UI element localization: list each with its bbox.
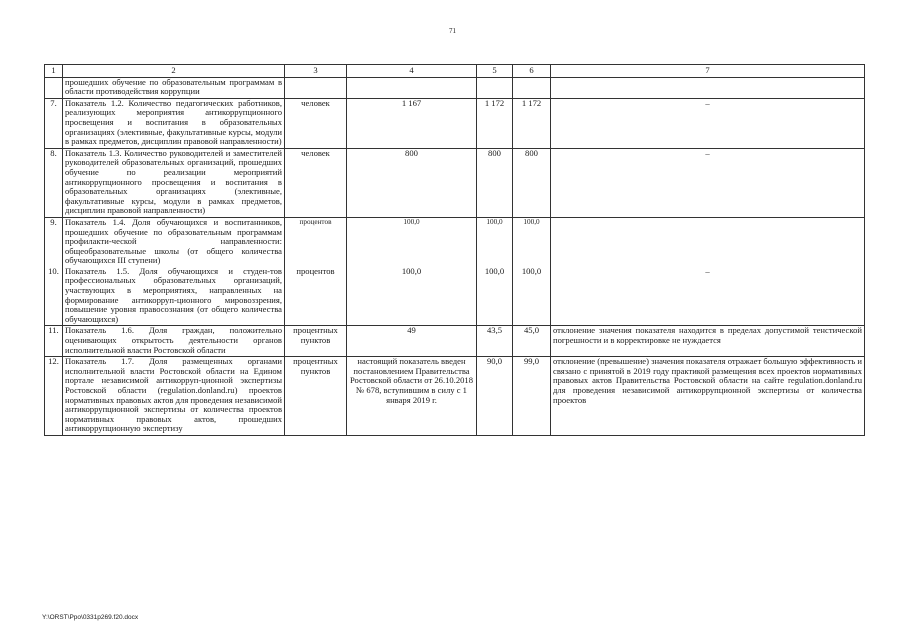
row-number: 7. — [45, 98, 63, 148]
plan-value: настоящий показатель введен постановлением Правительства Ростовской области от 26.10.2018 № 678, вступившим в силу с 1 января 2019 г. — [347, 357, 477, 436]
value-col5: 800 — [477, 148, 513, 217]
deviation-note: – — [551, 98, 865, 148]
indicator-name: прошедших обучение по образовательным программам в области противодействия коррупции — [63, 77, 285, 98]
value-col6: 99,0 — [513, 357, 551, 436]
value-col6: 100,0 — [513, 267, 551, 326]
deviation-note: – — [551, 148, 865, 217]
table-header-row — [45, 65, 865, 78]
unit-cell: процентов — [285, 267, 347, 326]
page-number: 71 — [449, 27, 456, 35]
table-row — [45, 98, 865, 148]
table-row — [45, 267, 865, 326]
deviation-note: отклонение (превышение) значения показателя отражает большую эффективность и связано с принятой в 2019 году практикой размещения всех проектов нормативных правовых актов Правительства Ростовской области на сайте regulation.donland.ru для проведения независимой антикоррупционной экспертизы от количества проектов — [551, 357, 865, 436]
header-cell: 3 — [285, 65, 347, 78]
plan-value: 800 — [347, 148, 477, 217]
plan-value: 1 167 — [347, 98, 477, 148]
row-number: 9. — [45, 217, 63, 266]
value-col5: 43,5 — [477, 326, 513, 357]
table-row — [45, 357, 865, 436]
indicator-name: Показатель 1.7. Доля размещенных органами исполнительной власти Ростовской области на Едином портале независимой антикорруп-ционной экспертизы Ростовской области (regulation.donland.ru) проектов нормативных правовых актов для проведения независимой антикоррупционной экспертизы от количества проектов нормативных правовых актов, прошедших антикоррупционную экспертизу — [63, 357, 285, 436]
header-cell: 2 — [63, 65, 285, 78]
indicator-name: Показатель 1.4. Доля обучающихся и воспитанников, прошедших обучение по образовательным программам профилакти-ческой направленности: общеобразовательные школы (от общего количества обучающихся III ступени) — [63, 217, 285, 266]
header-cell: 4 — [347, 65, 477, 78]
indicator-name: Показатель 1.5. Доля обучающихся и студен-тов профессиональных образовательных организаций, участвующих в мероприятиях, направленных на формирование антикорруп-ционного мировоззрения, повышение уровня правосознания (от общего количества обучающихся) — [63, 267, 285, 326]
value-col5: 1 172 — [477, 98, 513, 148]
value-col5: 100,0 — [477, 267, 513, 326]
footer-file-path: Y:\ORST\Ppo\0331p269.f20.docx — [42, 614, 139, 621]
value-col5: 100,0 — [477, 217, 513, 266]
header-cell: 5 — [477, 65, 513, 78]
table-row — [45, 148, 865, 217]
table-row — [45, 217, 865, 266]
row-number: 11. — [45, 326, 63, 357]
value-col6: 100,0 — [513, 217, 551, 266]
header-cell: 1 — [45, 65, 63, 78]
row-number: 10. — [45, 267, 63, 326]
table-row — [45, 326, 865, 357]
value-col6: 800 — [513, 148, 551, 217]
unit-cell: процентов — [285, 217, 347, 266]
unit-cell: процентных пунктов — [285, 357, 347, 436]
plan-value: 100,0 — [347, 267, 477, 326]
value-col6: 1 172 — [513, 98, 551, 148]
table-row-continuation — [45, 77, 865, 98]
indicator-table — [44, 64, 865, 436]
indicator-name: Показатель 1.6. Доля граждан, положительно оценивающих открытость деятельности органов исполнительной власти Ростовской области — [63, 326, 285, 357]
value-col6: 45,0 — [513, 326, 551, 357]
unit-cell: человек — [285, 148, 347, 217]
plan-value: 100,0 — [347, 217, 477, 266]
deviation-note: – — [551, 267, 865, 326]
indicator-name: Показатель 1.2. Количество педагогических работников, реализующих мероприятия антикоррупционного просвещения и воспитания в образовательных организациях (элективные, факультативные курсы, модули в рамках предметов, дисциплин правовой направленности) — [63, 98, 285, 148]
header-cell: 7 — [551, 65, 865, 78]
deviation-note — [551, 217, 865, 266]
indicator-name: Показатель 1.3. Количество руководителей и заместителей руководителей образовательных организаций, прошедших обучение по реализации мероприятий антикоррупционного просвещения и воспитания в образовательных организациях (элективные, факультативные курсы, модули в рамках предметов, дисциплин правовой направленности) — [63, 148, 285, 217]
value-col5: 90,0 — [477, 357, 513, 436]
unit-cell: человек — [285, 98, 347, 148]
deviation-note: отклонение значения показателя находится в пределах допустимой тенстической погрешности и в корректировке не нуждается — [551, 326, 865, 357]
plan-value: 49 — [347, 326, 477, 357]
unit-cell: процентных пунктов — [285, 326, 347, 357]
row-number: 12. — [45, 357, 63, 436]
header-cell: 6 — [513, 65, 551, 78]
row-number — [45, 77, 63, 98]
row-number: 8. — [45, 148, 63, 217]
